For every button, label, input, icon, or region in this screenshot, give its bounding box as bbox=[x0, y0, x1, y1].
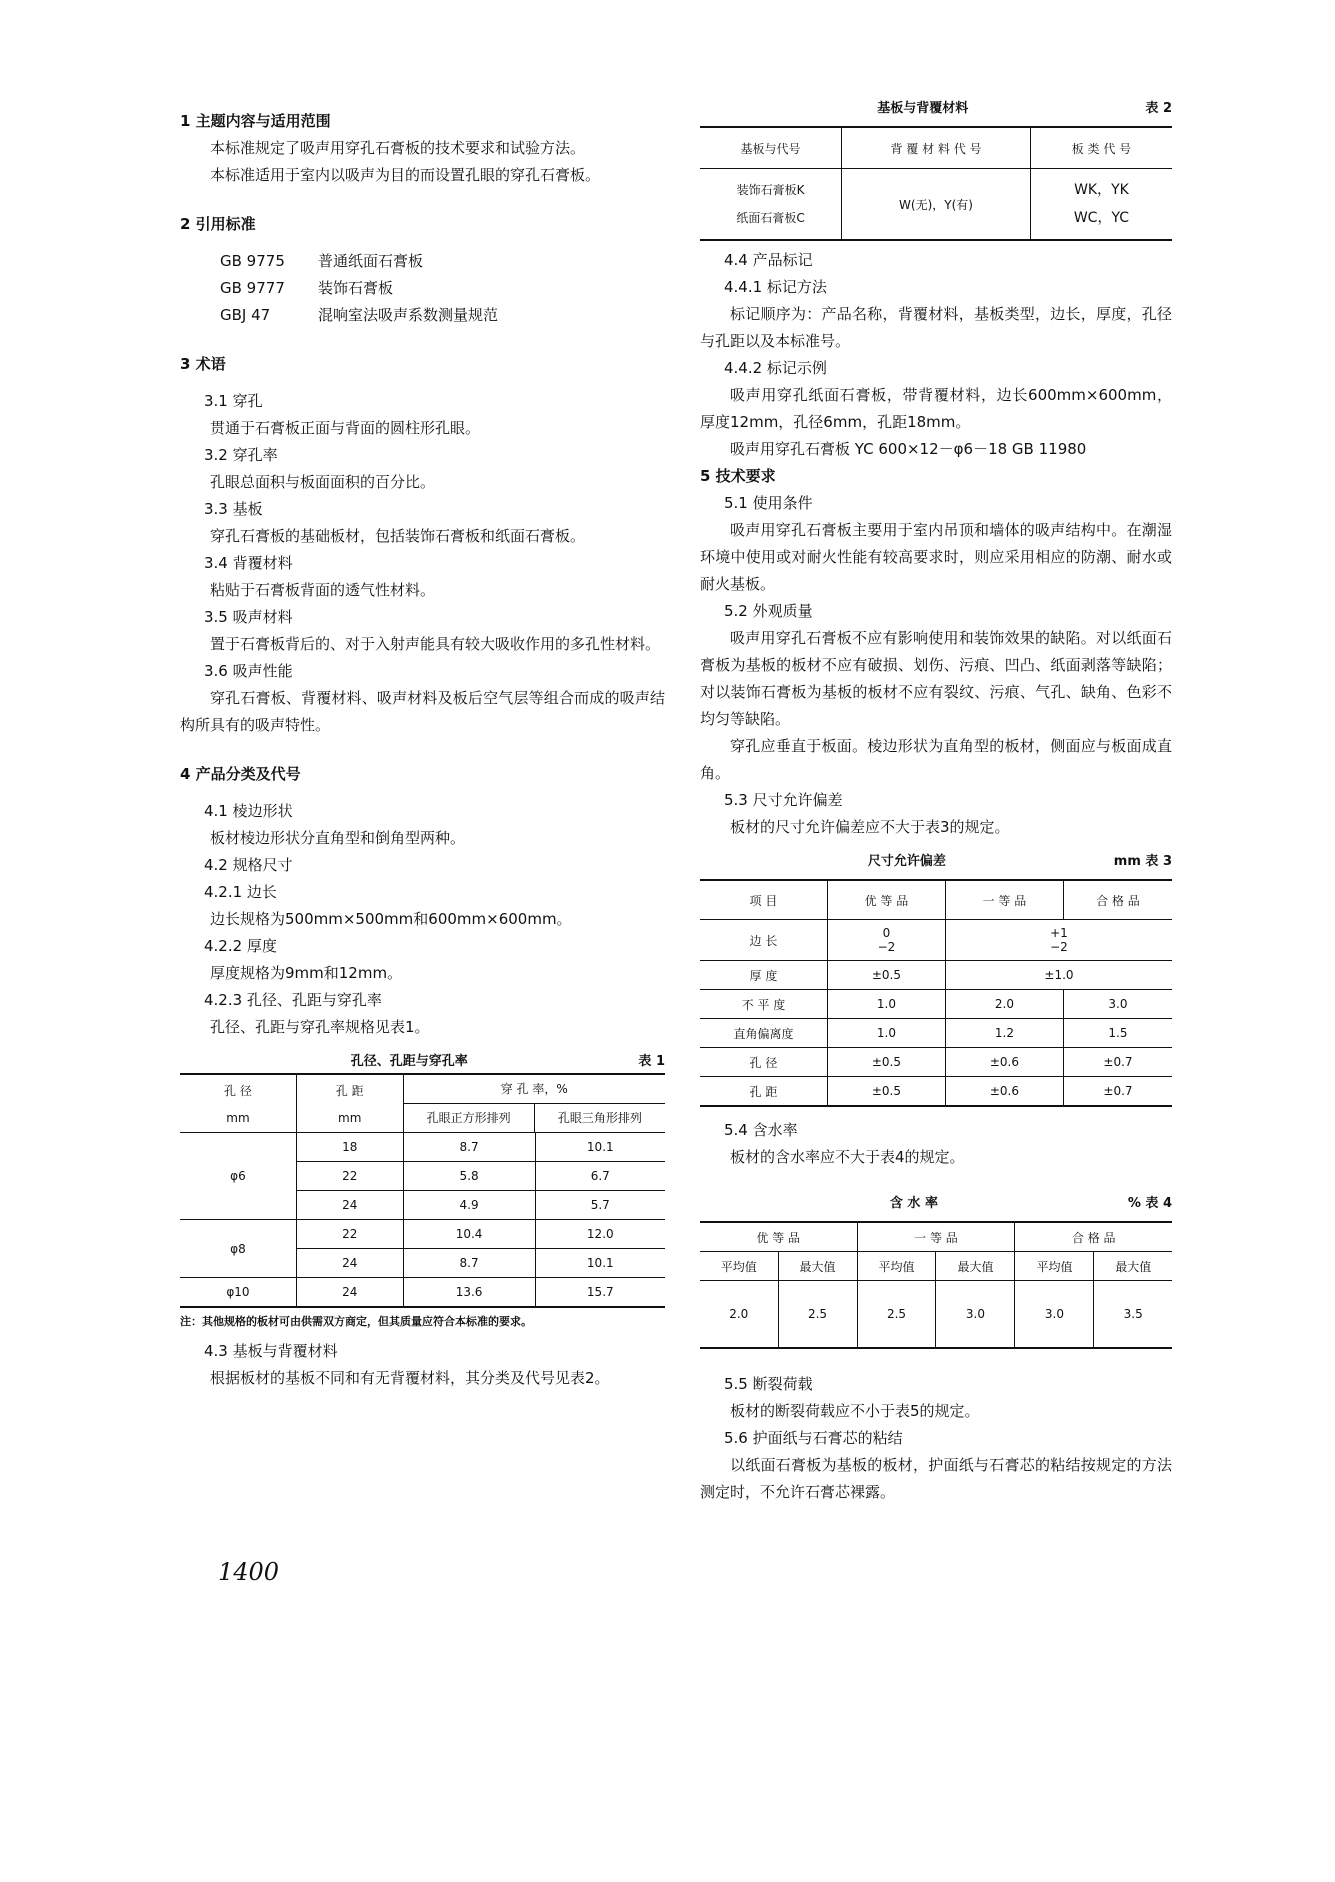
table-cell: ±1.0 bbox=[945, 961, 1172, 990]
table-cell: ±0.6 bbox=[945, 1048, 1063, 1077]
table-header-cell: 最大值 bbox=[778, 1252, 857, 1281]
section-3-title: 3 术语 bbox=[180, 355, 226, 373]
table-2-caption bbox=[700, 98, 1172, 120]
term-3-5-title: 3.5 吸声材料 bbox=[204, 608, 293, 626]
table-4-title: 含 水 率 bbox=[889, 1196, 938, 1211]
table-header-row bbox=[700, 880, 1172, 920]
section-4-1-title: 4.1 棱边形状 bbox=[204, 802, 293, 820]
reference-item bbox=[180, 275, 665, 302]
section-4-2-2-title: 4.2.2 厚度 bbox=[204, 937, 277, 955]
table-cell: 4.9 bbox=[403, 1191, 535, 1220]
term-3-3-text: 穿孔石膏板的基础板材，包括装饰石膏板和纸面石膏板。 bbox=[210, 527, 586, 545]
table-header-cell: 平均值 bbox=[1015, 1252, 1094, 1281]
table-row bbox=[700, 169, 1172, 241]
table-cell: 8.7 bbox=[403, 1249, 535, 1278]
term-3-3-title: 3.3 基板 bbox=[204, 500, 263, 518]
table-cell: 直角偏离度 bbox=[733, 1026, 794, 1041]
table-cell: WK，YK WC，YC bbox=[1030, 169, 1172, 241]
section-4-3-title: 4.3 基板与背覆材料 bbox=[204, 1342, 338, 1360]
table-row bbox=[700, 1281, 1172, 1349]
table-cell: 22 bbox=[296, 1220, 403, 1249]
table-2-title: 基板与背覆材料 bbox=[877, 101, 969, 116]
table-cell: 10.1 bbox=[535, 1249, 665, 1278]
page-number: 1400 bbox=[218, 1558, 280, 1586]
section-5-3-text: 板材的尺寸允许偏差应不大于表3的规定。 bbox=[730, 818, 1010, 836]
term-3-2-title: 3.2 穿孔率 bbox=[204, 446, 278, 464]
table-header-cell: 一 等 品 bbox=[945, 880, 1063, 920]
reference-code: GB 9775 bbox=[220, 252, 285, 270]
section-4-2-1-text: 边长规格为500mm×500mm和600mm×600mm。 bbox=[210, 910, 572, 928]
table-2 bbox=[700, 126, 1172, 241]
table-header-cell: 一 等 品 bbox=[857, 1222, 1015, 1252]
table-4 bbox=[700, 1221, 1172, 1349]
reference-name: 混响室法吸声系数测量规范 bbox=[318, 306, 499, 324]
table-row bbox=[700, 1077, 1172, 1107]
term-3-5-text: 置于石膏板背后的、对于入射声能具有较大吸收作用的多孔性材料。 bbox=[210, 635, 661, 653]
table-cell: 24 bbox=[296, 1191, 403, 1220]
section-1-para-1: 本标准规定了吸声用穿孔石膏板的技术要求和试验方法。 bbox=[210, 139, 586, 157]
section-4-3-text: 根据板材的基板不同和有无背覆材料，其分类及代号见表2。 bbox=[210, 1369, 610, 1387]
section-4-2-1-title: 4.2.1 边长 bbox=[204, 883, 277, 901]
section-4-4-2-example: 吸声用穿孔石膏板 YC 600×12－φ6－18 GB 11980 bbox=[730, 440, 1087, 458]
table-cell: 5.7 bbox=[535, 1191, 665, 1220]
table-1 bbox=[180, 1073, 665, 1308]
table-row bbox=[700, 920, 1172, 961]
table-3-caption bbox=[700, 851, 1172, 873]
table-cell: 2.5 bbox=[857, 1281, 936, 1349]
reference-item bbox=[180, 302, 665, 329]
table-cell: ±0.7 bbox=[1063, 1077, 1172, 1107]
reference-item bbox=[180, 248, 665, 275]
table-header-cell: 孔 径 mm bbox=[224, 1084, 252, 1125]
table-cell: 1.0 bbox=[827, 1019, 945, 1048]
section-4-4-2-title: 4.4.2 标记示例 bbox=[724, 359, 827, 377]
section-4-2-3-title: 4.2.3 孔径、孔距与穿孔率 bbox=[204, 991, 382, 1009]
section-5-1-title: 5.1 使用条件 bbox=[724, 494, 813, 512]
table-header-cell: 穿 孔 率，% 孔眼正方形排列 孔眼三角形排列 bbox=[403, 1074, 665, 1133]
table-header-cell: 合 格 品 bbox=[1063, 880, 1172, 920]
table-cell: ±0.6 bbox=[945, 1077, 1063, 1107]
table-cell: 3.0 bbox=[1015, 1281, 1094, 1349]
table-row bbox=[180, 1133, 665, 1162]
table-1-note: 注：其他规格的板材可由供需双方商定，但其质量应符合本标准的要求。 bbox=[180, 1315, 532, 1328]
table-cell: 2.0 bbox=[945, 990, 1063, 1019]
table-cell: 2.5 bbox=[778, 1281, 857, 1349]
table-cell: 厚 度 bbox=[749, 968, 778, 983]
section-4-1-text: 板材棱边形状分直角型和倒角型两种。 bbox=[210, 829, 466, 847]
term-3-6-text: 穿孔石膏板、背覆材料、吸声材料及板后空气层等组合而成的吸声结构所具有的吸声特性。 bbox=[180, 689, 665, 734]
table-cell: 6.7 bbox=[535, 1162, 665, 1191]
table-header-row bbox=[700, 1252, 1172, 1281]
table-cell: 24 bbox=[296, 1278, 403, 1308]
table-2-number: 表 2 bbox=[1145, 101, 1172, 116]
table-cell: 13.6 bbox=[403, 1278, 535, 1308]
table-cell: φ10 bbox=[226, 1285, 250, 1299]
table-row bbox=[180, 1220, 665, 1249]
table-cell: +1 −2 bbox=[945, 920, 1172, 961]
table-header-cell: 板 类 代 号 bbox=[1030, 127, 1172, 169]
right-column bbox=[700, 98, 1172, 1506]
table-cell: 2.0 bbox=[729, 1307, 749, 1321]
table-cell: 5.8 bbox=[403, 1162, 535, 1191]
term-3-1-text: 贯通于石膏板正面与背面的圆柱形孔眼。 bbox=[210, 419, 481, 437]
table-row bbox=[700, 1019, 1172, 1048]
section-5-5-title: 5.5 断裂荷载 bbox=[724, 1375, 813, 1393]
section-5-5-text: 板材的断裂荷载应不小于表5的规定。 bbox=[730, 1402, 980, 1420]
table-cell: 孔 距 bbox=[749, 1084, 778, 1099]
table-row bbox=[700, 1048, 1172, 1077]
table-cell: W(无)，Y(有) bbox=[842, 169, 1031, 241]
table-header-row bbox=[700, 127, 1172, 169]
table-header-cell: 孔 距 mm bbox=[296, 1074, 403, 1133]
table-3-number: mm 表 3 bbox=[1113, 854, 1172, 869]
table-row bbox=[180, 1278, 665, 1308]
table-cell: 1.2 bbox=[945, 1019, 1063, 1048]
term-3-2-text: 孔眼总面积与板面面积的百分比。 bbox=[210, 473, 436, 491]
table-cell: 8.7 bbox=[403, 1133, 535, 1162]
section-5-title: 5 技术要求 bbox=[700, 467, 776, 485]
table-cell: 孔 径 bbox=[749, 1055, 778, 1070]
term-3-6-title: 3.6 吸声性能 bbox=[204, 662, 293, 680]
table-cell: 1.0 bbox=[827, 990, 945, 1019]
table-cell: 22 bbox=[296, 1162, 403, 1191]
section-5-6-title: 5.6 护面纸与石膏芯的粘结 bbox=[724, 1429, 903, 1447]
table-3 bbox=[700, 879, 1172, 1107]
section-4-4-2-text: 吸声用穿孔纸面石膏板，带背覆材料，边长600mm×600mm，厚度12mm，孔径6mm，孔距18mm。 bbox=[700, 386, 1172, 431]
section-1-title: 1 主题内容与适用范围 bbox=[180, 112, 331, 130]
table-cell: 15.7 bbox=[535, 1278, 665, 1308]
table-cell: 10.4 bbox=[403, 1220, 535, 1249]
table-cell: 10.1 bbox=[535, 1133, 665, 1162]
section-1-para-2: 本标准适用于室内以吸声为目的而设置孔眼的穿孔石膏板。 bbox=[210, 166, 601, 184]
table-row bbox=[700, 961, 1172, 990]
table-cell: 边 长 bbox=[749, 933, 778, 948]
table-cell: 1.5 bbox=[1063, 1019, 1172, 1048]
table-cell: 0 −2 bbox=[827, 920, 945, 961]
table-cell: 3.5 bbox=[1094, 1281, 1172, 1349]
section-4-2-3-text: 孔径、孔距与穿孔率规格见表1。 bbox=[210, 1018, 430, 1036]
section-4-4-title: 4.4 产品标记 bbox=[724, 251, 813, 269]
reference-name: 普通纸面石膏板 bbox=[318, 252, 424, 270]
table-1-title: 孔径、孔距与穿孔率 bbox=[350, 1054, 468, 1069]
term-3-4-title: 3.4 背覆材料 bbox=[204, 554, 293, 572]
section-5-2-text-2: 穿孔应垂直于板面。棱边形状为直角型的板材，侧面应与板面成直角。 bbox=[700, 737, 1172, 782]
table-cell: ±0.5 bbox=[827, 1077, 945, 1107]
table-cell: 3.0 bbox=[936, 1281, 1015, 1349]
table-header-row bbox=[700, 1222, 1172, 1252]
table-header-cell: 最大值 bbox=[1094, 1252, 1172, 1281]
table-header-cell: 合 格 品 bbox=[1015, 1222, 1172, 1252]
section-5-2-text-1: 吸声用穿孔石膏板不应有影响使用和装饰效果的缺陷。对以纸面石膏板为基板的板材不应有破损、划伤、污痕、凹凸、纸面剥落等缺陷；对以装饰石膏板为基板的板材不应有裂纹、污痕、气孔、缺角、色彩不均匀等缺陷。 bbox=[700, 629, 1172, 728]
table-row bbox=[700, 990, 1172, 1019]
table-cell: 装饰石膏板K 纸面石膏板C bbox=[736, 183, 805, 225]
table-cell: 不 平 度 bbox=[741, 997, 786, 1012]
table-cell: ±0.7 bbox=[1063, 1048, 1172, 1077]
table-1-caption bbox=[180, 1051, 665, 1073]
section-5-2-title: 5.2 外观质量 bbox=[724, 602, 813, 620]
table-cell: ±0.5 bbox=[827, 1048, 945, 1077]
table-header-cell: 项 目 bbox=[749, 893, 778, 908]
table-cell: φ8 bbox=[180, 1220, 296, 1278]
table-header-cell: 最大值 bbox=[936, 1252, 1015, 1281]
term-3-4-text: 粘贴于石膏板背面的透气性材料。 bbox=[210, 581, 436, 599]
table-header-cell: 背 覆 材 料 代 号 bbox=[842, 127, 1031, 169]
table-cell: ±0.5 bbox=[827, 961, 945, 990]
section-5-3-title: 5.3 尺寸允许偏差 bbox=[724, 791, 843, 809]
table-header-cell: 优 等 品 bbox=[827, 880, 945, 920]
reference-code: GB 9777 bbox=[220, 279, 285, 297]
reference-code: GBJ 47 bbox=[220, 306, 271, 324]
table-cell: 18 bbox=[296, 1133, 403, 1162]
section-4-title: 4 产品分类及代号 bbox=[180, 765, 301, 783]
section-5-4-text: 板材的含水率应不大于表4的规定。 bbox=[730, 1148, 965, 1166]
table-4-number: % 表 4 bbox=[1127, 1196, 1172, 1211]
section-4-2-2-text: 厚度规格为9mm和12mm。 bbox=[210, 964, 403, 982]
table-cell: 12.0 bbox=[535, 1220, 665, 1249]
section-5-1-text: 吸声用穿孔石膏板主要用于室内吊顶和墙体的吸声结构中。在潮湿环境中使用或对耐火性能有较高要求时，则应采用相应的防潮、耐水或耐火基板。 bbox=[700, 521, 1172, 593]
section-5-4-title: 5.4 含水率 bbox=[724, 1121, 798, 1139]
section-4-2-title: 4.2 规格尺寸 bbox=[204, 856, 293, 874]
table-header-cell: 优 等 品 bbox=[756, 1230, 801, 1245]
left-column bbox=[180, 108, 665, 1392]
table-header-cell: 平均值 bbox=[857, 1252, 936, 1281]
table-3-title: 尺寸允许偏差 bbox=[867, 854, 946, 869]
section-4-4-1-title: 4.4.1 标记方法 bbox=[724, 278, 827, 296]
table-1-number: 表 1 bbox=[638, 1054, 665, 1069]
table-cell: 24 bbox=[296, 1249, 403, 1278]
table-4-caption bbox=[700, 1193, 1172, 1215]
table-cell: φ6 bbox=[180, 1133, 296, 1220]
term-3-1-title: 3.1 穿孔 bbox=[204, 392, 263, 410]
section-5-6-text: 以纸面石膏板为基板的板材，护面纸与石膏芯的粘结按规定的方法测定时，不允许石膏芯裸露。 bbox=[700, 1456, 1172, 1501]
reference-name: 装饰石膏板 bbox=[318, 279, 394, 297]
section-2-title: 2 引用标准 bbox=[180, 215, 256, 233]
table-header-cell: 平均值 bbox=[720, 1259, 757, 1274]
table-cell: 3.0 bbox=[1063, 990, 1172, 1019]
table-header-cell: 基板与代号 bbox=[740, 141, 801, 156]
section-4-4-1-text: 标记顺序为：产品名称，背覆材料，基板类型，边长，厚度，孔径与孔距以及本标准号。 bbox=[700, 305, 1172, 350]
